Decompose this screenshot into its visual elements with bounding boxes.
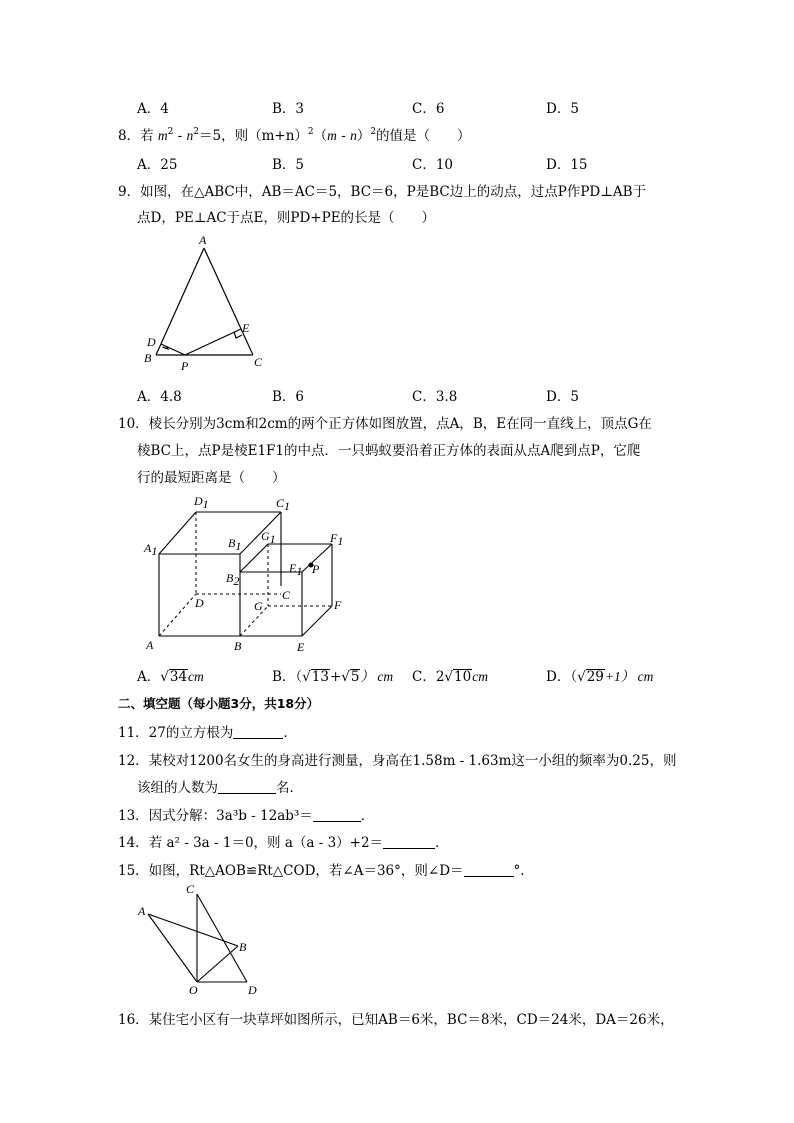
q10-stem-line3: 行的最短距离是（ ） (137, 470, 286, 486)
q10-label-g1: G1 (261, 529, 276, 546)
q10-label-p: P (312, 562, 320, 576)
q8-stem: 8．若 $m^2 - n^2=5$，则$(m+n)^2(m - n)^2$的值是（ ） (118, 127, 471, 144)
q9-stem-line1: 9．如图，在△ABC中，AB＝AC＝5，BC＝6，P是BC边上的动点，过点P作PD⊥AB于 (118, 184, 647, 200)
q9-label-a: A (199, 233, 207, 247)
q15-figure (134, 880, 264, 1000)
q10-label-e: E (297, 640, 305, 654)
q10-option-d: D．（√29+1） cm (546, 669, 654, 685)
q10-label-b: B (234, 639, 242, 653)
q14: 14．若 a² - 3a - 1＝0，则 a（a - 3）+2＝ ． (118, 835, 449, 851)
q9-label-b: B (144, 351, 152, 365)
q7-option-b: B．3 (272, 101, 305, 117)
q8-option-b: B．5 (272, 157, 305, 173)
section-2-heading: 二、填空题（每小题3分，共18分） (118, 696, 320, 711)
q10-label-e1: E1 (289, 561, 303, 578)
q10-label-g: G (254, 599, 263, 613)
q7-option-d: D．5 (546, 101, 579, 117)
q10-label-d: D (195, 596, 204, 610)
q15: 15．如图，Rt△AOB≌Rt△COD，若∠A＝36°，则∠D＝ °． (118, 863, 534, 879)
q10-option-c: C．2√10cm (412, 669, 488, 685)
q15-label-a: A (138, 904, 146, 918)
q15-label-c: C (186, 882, 195, 896)
q10-cubes-figure (140, 492, 360, 662)
q9-stem-line2: 点D，PE⊥AC于点E，则PD+PE的长是（ ） (137, 210, 436, 226)
q8-option-d: D．15 (546, 157, 588, 173)
q12-line1: 12．某校对1200名女生的身高进行测量，身高在1.58m - 1.63m这一小组的频率为0.25，则 (118, 753, 677, 769)
q9-option-b: B．6 (272, 389, 305, 405)
q9-triangle-figure (138, 232, 278, 372)
q12-line2: 该组的人数为 名． (137, 780, 303, 796)
q9-label-p: P (181, 359, 189, 372)
q9-option-a: A．4.8 (137, 389, 182, 405)
q15-label-b: B (239, 940, 247, 954)
q10-label-b2: B2 (226, 571, 240, 588)
q15-label-o: O (189, 983, 198, 997)
q10-label-d1: D1 (194, 494, 209, 511)
q10-stem-line2: 棱BC上，点P是棱E1F1的中点．一只蚂蚁要沿着正方体的表面从点A爬到点P，它爬 (137, 443, 641, 459)
q16-line1: 16．某住宅小区有一块草坪如图所示，已知AB＝6米，BC＝8米，CD＝24米，DA＝26米， (118, 1012, 674, 1028)
q10-label-b1: B1 (228, 536, 242, 553)
q7-option-a: A．4 (137, 101, 169, 117)
q10-label-a: A (146, 638, 154, 652)
q9-option-c: C．3.8 (412, 389, 458, 405)
q10-label-f1: F1 (330, 531, 344, 548)
q10-label-c1: C1 (276, 496, 291, 513)
q9-label-d: D (147, 335, 156, 349)
q7-option-c: C．6 (412, 101, 445, 117)
q9-label-e: E (242, 321, 250, 335)
q13: 13．因式分解：3a³b - 12ab³＝ ． (118, 808, 375, 824)
q8-option-c: C．10 (412, 157, 454, 173)
q10-label-f: F (334, 598, 342, 612)
q10-stem-line1: 10．棱长分别为3cm和2cm的两个正方体如图放置，点A，B，E在同一直线上，顶点G在 (118, 416, 652, 432)
q10-label-a1: A1 (144, 541, 158, 558)
q9-label-c: C (254, 355, 263, 369)
q9-option-d: D．5 (546, 389, 579, 405)
q10-option-a: A．√34cm (137, 669, 204, 685)
q8-option-a: A．25 (137, 157, 178, 173)
q10-label-c: C (282, 588, 291, 602)
q11: 11．27的立方根为 ． (118, 725, 297, 741)
q15-label-d: D (248, 983, 257, 997)
q10-option-b: B．（√13+√5） cm (272, 669, 394, 685)
